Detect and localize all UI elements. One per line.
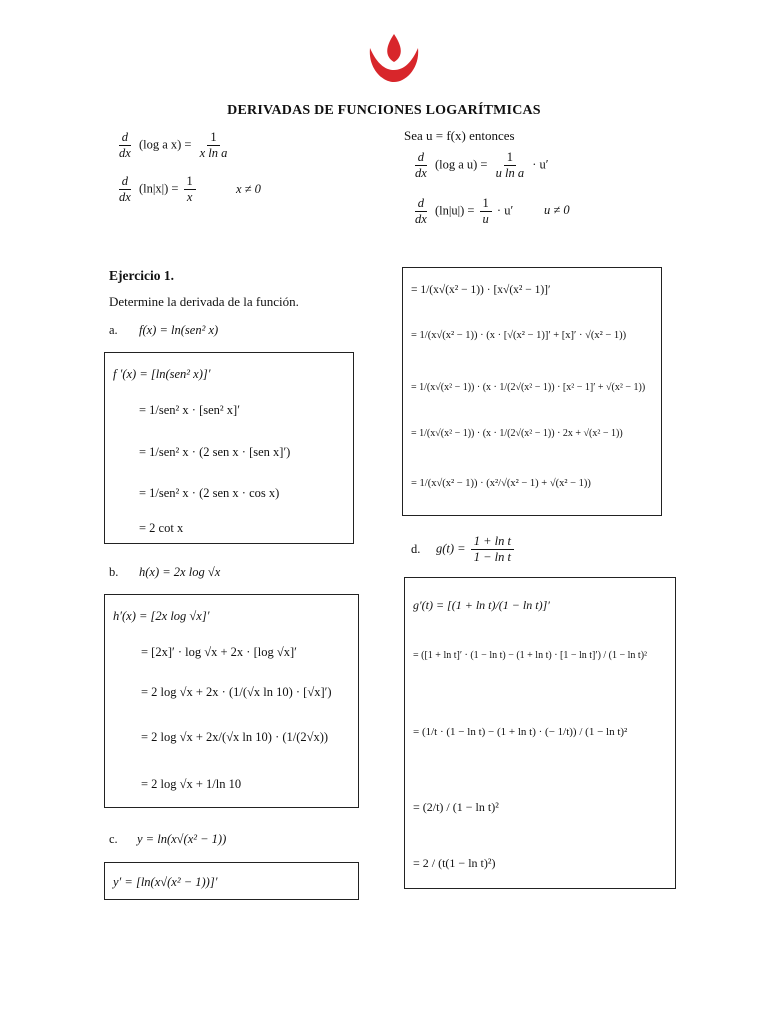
box-a-line-2: = 1/sen² x · [sen² x]′: [139, 403, 240, 417]
formula-condition-x: x ≠ 0: [236, 182, 261, 196]
box-c2-line-3: = 1/(x√(x² − 1)) · (x · 1/(2√(x² − 1)) · [x² − 1]′ + √(x² − 1)): [411, 382, 646, 393]
box-d-line-1: g′(t) = [(1 + ln t)/(1 − ln t)]′: [413, 598, 550, 612]
formula-log-a: $\frac{d}{dx}$ (log a x) = $\frac{1}{\text{x ln a}}$: [119, 130, 228, 160]
solution-box-c-continued: [402, 267, 662, 516]
exercise-instruction: Determine la derivada de la función.: [109, 294, 299, 309]
box-c-line-1: y′ = [ln(x√(x² − 1))]′: [113, 875, 218, 889]
box-b-line-5: = 2 log √x + 1/ln 10: [141, 777, 242, 791]
box-d-line-3: = (1/t · (1 − ln t) − (1 + ln t) · (− 1/t)) / (1 − ln t)²: [413, 726, 628, 738]
item-d-label: d.: [411, 542, 421, 556]
item-a-function: f(x) = ln(sen² x): [139, 323, 219, 337]
box-c2-line-5: = 1/(x√(x² − 1)) · (x²/√(x² − 1) + √(x² − 1)): [411, 478, 591, 489]
formula-ln-abs-u: $\frac{d}{dx}$ (ln|u|) = $\frac{1}{u}$ · u′: [415, 196, 514, 226]
item-a-label: a.: [109, 323, 118, 337]
box-b-line-4: = 2 log √x + 2x/(√x ln 10) · (1/(2√x)): [141, 730, 329, 744]
university-logo: [364, 32, 424, 84]
box-a-line-1: f ′(x) = [ln(sen² x)]′: [113, 367, 211, 381]
item-b-function: h(x) = 2x log √x: [139, 565, 221, 579]
box-d-line-5: = 2 / (t(1 − ln t)²): [413, 856, 496, 870]
box-d-line-4: = (2/t) / (1 − ln t)²: [413, 800, 499, 814]
box-b-line-2: = [2x]′ · log √x + 2x · [log √x]′: [141, 645, 297, 659]
page-title: DERIVADAS DE FUNCIONES LOGARÍTMICAS: [227, 103, 541, 118]
box-c2-line-2: = 1/(x√(x² − 1)) · (x · [√(x² − 1)]′ + [x]′ · √(x² − 1)): [411, 330, 627, 341]
box-a-line-4: = 1/sen² x · (2 sen x · cos x): [139, 486, 280, 500]
formula-condition-u: u ≠ 0: [544, 203, 570, 217]
sea-text: Sea u = f(x) entonces: [404, 128, 515, 143]
box-a-line-3: = 1/sen² x · (2 sen x · [sen x]′): [139, 445, 291, 459]
formula-log-a-u: $\frac{d}{dx}$ (log a u) = $\frac{1}{\text{u ln a}}$ · u′: [415, 150, 549, 180]
box-b-line-3: = 2 log √x + 2x · (1/(√x ln 10) · [√x]′): [141, 685, 332, 699]
item-d-function: g(t) = $\frac{\text{1 + ln t}}{\text{1 − ln t}}$: [436, 534, 516, 565]
solution-box-c: [104, 862, 359, 900]
item-c-label: c.: [109, 832, 118, 846]
item-b-label: b.: [109, 565, 119, 579]
solution-box-b: [104, 594, 359, 808]
exercise-heading: Ejercicio 1.: [109, 268, 174, 283]
box-c2-line-1: = 1/(x√(x² − 1)) · [x√(x² − 1)]′: [411, 284, 551, 296]
box-c2-line-4: = 1/(x√(x² − 1)) · (x · 1/(2√(x² − 1)) · 2x + √(x² − 1)): [411, 428, 623, 439]
box-b-line-1: h′(x) = [2x log √x]′: [113, 609, 210, 623]
solution-box-a: [104, 352, 354, 544]
box-a-line-5: = 2 cot x: [139, 521, 184, 535]
box-d-line-2: = ([1 + ln t]′ · (1 − ln t) − (1 + ln t) · [1 − ln t]′) / (1 − ln t)²: [413, 650, 648, 661]
solution-box-d: [404, 577, 676, 889]
formula-ln-abs: $\frac{d}{dx}$ (ln|x|) = $\frac{1}{x}$: [114, 174, 198, 205]
item-c-function: y = ln(x√(x² − 1)): [137, 832, 227, 846]
